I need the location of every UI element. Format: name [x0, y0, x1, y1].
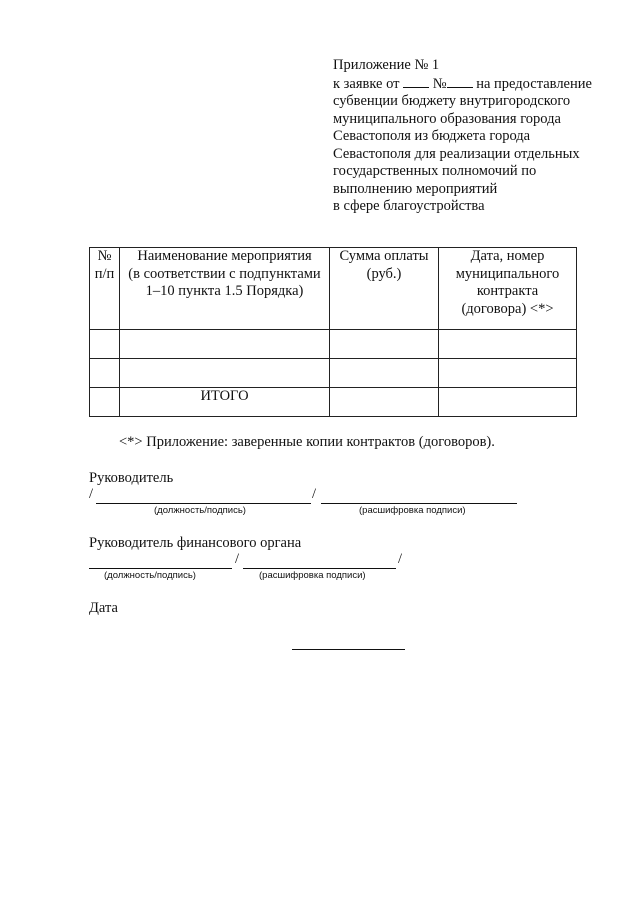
date-label: Дата [89, 600, 118, 616]
footnote: <*> Приложение: заверенные копии контрактов (договоров). [119, 434, 495, 450]
fin-head-label: Руководитель финансового органа [89, 535, 302, 551]
activities-table [89, 247, 577, 417]
appendix-line: в сфере благоустройства [333, 198, 485, 214]
col-header-contract: Дата, номер муниципального контракта (договора) <*> [439, 248, 577, 330]
appendix-line: выполнению мероприятий [333, 180, 498, 197]
table-header-row [90, 248, 577, 330]
total-amount-cell [330, 388, 439, 417]
caption-position: (должность/подпись) [104, 570, 196, 581]
caption-decoding: (расшифровка подписи) [359, 505, 466, 516]
request-date-blank [403, 75, 429, 88]
table-cell [330, 359, 439, 388]
date-line [292, 649, 405, 650]
appendix-request-line: к заявке от № на предоставление [333, 75, 592, 92]
table-total-row [90, 388, 577, 417]
appendix-line: Севастополя для реализации отдельных [333, 145, 580, 162]
appendix-header [333, 57, 608, 216]
table-cell [120, 359, 330, 388]
caption-position: (должность/подпись) [154, 505, 246, 516]
fin-head-position-signature-line [89, 568, 232, 569]
table-cell [439, 359, 577, 388]
table-cell [90, 330, 120, 359]
appendix-line: Севастополя из бюджета города [333, 128, 531, 144]
table-cell [90, 388, 120, 417]
appendix-line: субвенции бюджету внутригородского [333, 93, 571, 109]
fin-head-decoding-line [243, 568, 396, 569]
total-label: ИТОГО [120, 388, 330, 417]
appendix-line: государственных полномочий по [333, 163, 537, 179]
table-cell [120, 330, 330, 359]
appendix-title: Приложение № 1 [333, 57, 440, 73]
col-header-amount: Сумма оплаты (руб.) [330, 248, 439, 330]
slash: / [398, 551, 403, 567]
table-cell [90, 359, 120, 388]
appendix-line: муниципального образования города [333, 110, 561, 127]
slash: / [235, 551, 240, 567]
table-cell [439, 330, 577, 359]
slash: / [89, 486, 94, 502]
request-number-blank [447, 75, 473, 88]
table-cell [439, 388, 577, 417]
caption-decoding: (расшифровка подписи) [259, 570, 366, 581]
col-header-activity: Наименование мероприятия (в соответствии с подпунктами 1–10 пункта 1.5 Порядка) [120, 248, 330, 330]
slash: / [312, 486, 317, 502]
head-position-signature-line [96, 503, 311, 504]
head-label: Руководитель [89, 470, 174, 486]
table-cell [330, 330, 439, 359]
table-row [90, 359, 577, 388]
head-decoding-line [321, 503, 517, 504]
col-header-number: № п/п [90, 248, 120, 330]
table-row [90, 330, 577, 359]
